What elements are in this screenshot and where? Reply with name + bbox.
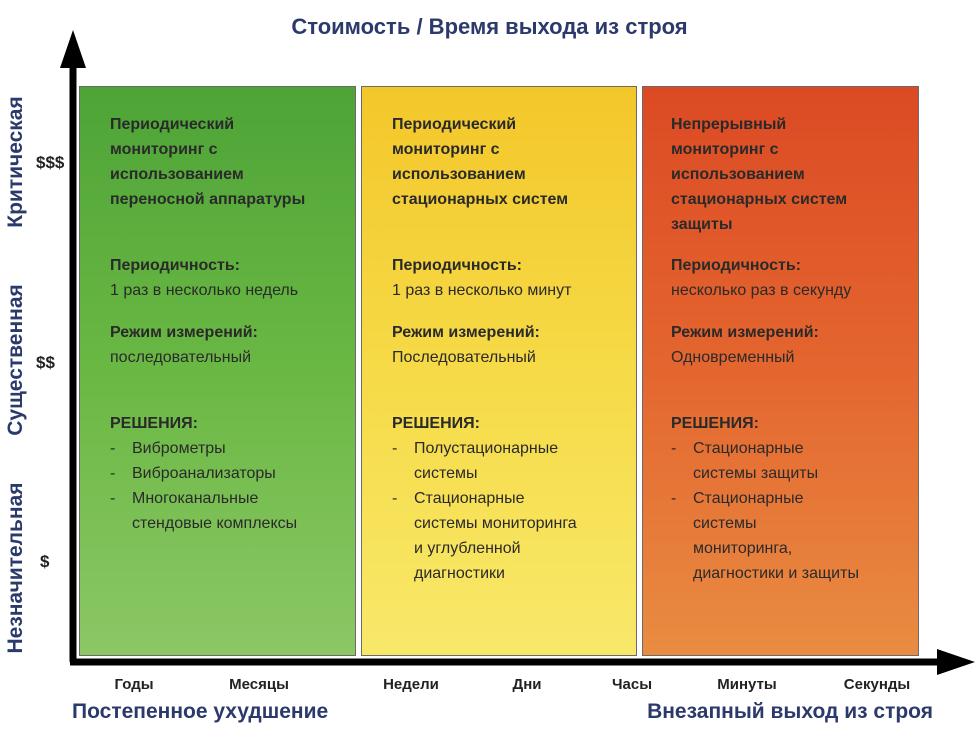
heading-line: стационарных систем [392,191,569,208]
x-label-gradual: Постепенное ухудшение [72,700,329,723]
heading-line: стационарных систем [671,191,848,208]
heading-line: мониторинг с [110,141,218,158]
cost-label-medium: $$ [36,353,55,372]
periodicity-value: 1 раз в несколько минут [392,282,572,299]
solution-item: - Многоканальные стендовые комплексы [110,486,345,536]
solution-item: - Стационарные системы мониторинга и углубленной диагностики [392,486,626,586]
panel-heading [110,112,345,212]
cost-label-high: $$$ [36,153,65,172]
y-category-critical: Критическая [4,96,27,228]
heading-line: Периодический [110,116,235,133]
solution-item: - Виброанализаторы [110,461,345,486]
solutions-list [671,436,908,586]
x-tick-minutes: Минуты [717,676,777,693]
mode-label: Режим измерений: [110,324,258,341]
cost-label-low: $ [40,552,50,571]
x-tick-weeks: Недели [383,676,439,693]
x-tick-seconds: Секунды [843,676,911,693]
diagram-title: Стоимость / Время выхода из строя [291,14,688,39]
mode-value: Одновременный [671,349,795,366]
heading-line: защиты [671,216,733,233]
solutions-label: РЕШЕНИЯ: [671,415,759,432]
mode-value: последовательный [110,349,252,366]
mode-label: Режим измерений: [392,324,540,341]
panel-continuous-monitoring [642,86,919,656]
mode-value: Последовательный [392,349,536,366]
solutions-label: РЕШЕНИЯ: [392,415,480,432]
heading-line: использованием [671,166,805,183]
heading-line: Непрерывный [671,116,787,133]
periodicity-value: несколько раз в секунду [671,282,852,299]
solutions-list [110,436,345,536]
periodicity-value: 1 раз в несколько недель [110,282,299,299]
panel-portable-monitoring [79,86,356,656]
periodicity-label: Периодичность: [392,257,522,274]
x-tick-years: Годы [114,676,154,693]
solution-item: - Стационарные системы мониторинга, диагностики и защиты [671,486,908,586]
y-category-significant: Существенная [4,284,27,436]
solution-item: - Виброметры [110,436,345,461]
heading-line: использованием [110,166,244,183]
x-tick-hours: Часы [611,676,653,693]
heading-line: переносной аппаратуры [110,191,306,208]
heading-line: мониторинг с [671,141,779,158]
panel-heading [392,112,626,212]
y-category-minor: Незначительная [4,482,27,654]
periodicity-label: Периодичность: [110,257,240,274]
solution-item: - Стационарные системы защиты [671,436,908,486]
solutions-list [392,436,626,586]
solution-item: - Полустационарные системы [392,436,626,486]
x-label-sudden: Внезапный выход из строя [647,700,933,723]
x-tick-months: Месяцы [229,676,289,693]
mode-label: Режим измерений: [671,324,819,341]
solutions-label: РЕШЕНИЯ: [110,415,198,432]
x-tick-days: Дни [512,676,542,693]
panel-heading [671,112,908,237]
heading-line: Периодический [392,116,517,133]
heading-line: мониторинг с [392,141,500,158]
periodicity-label: Периодичность: [671,257,801,274]
x-axis-arrow [937,649,975,675]
heading-line: использованием [392,166,526,183]
panel-stationary-periodic [361,86,637,656]
